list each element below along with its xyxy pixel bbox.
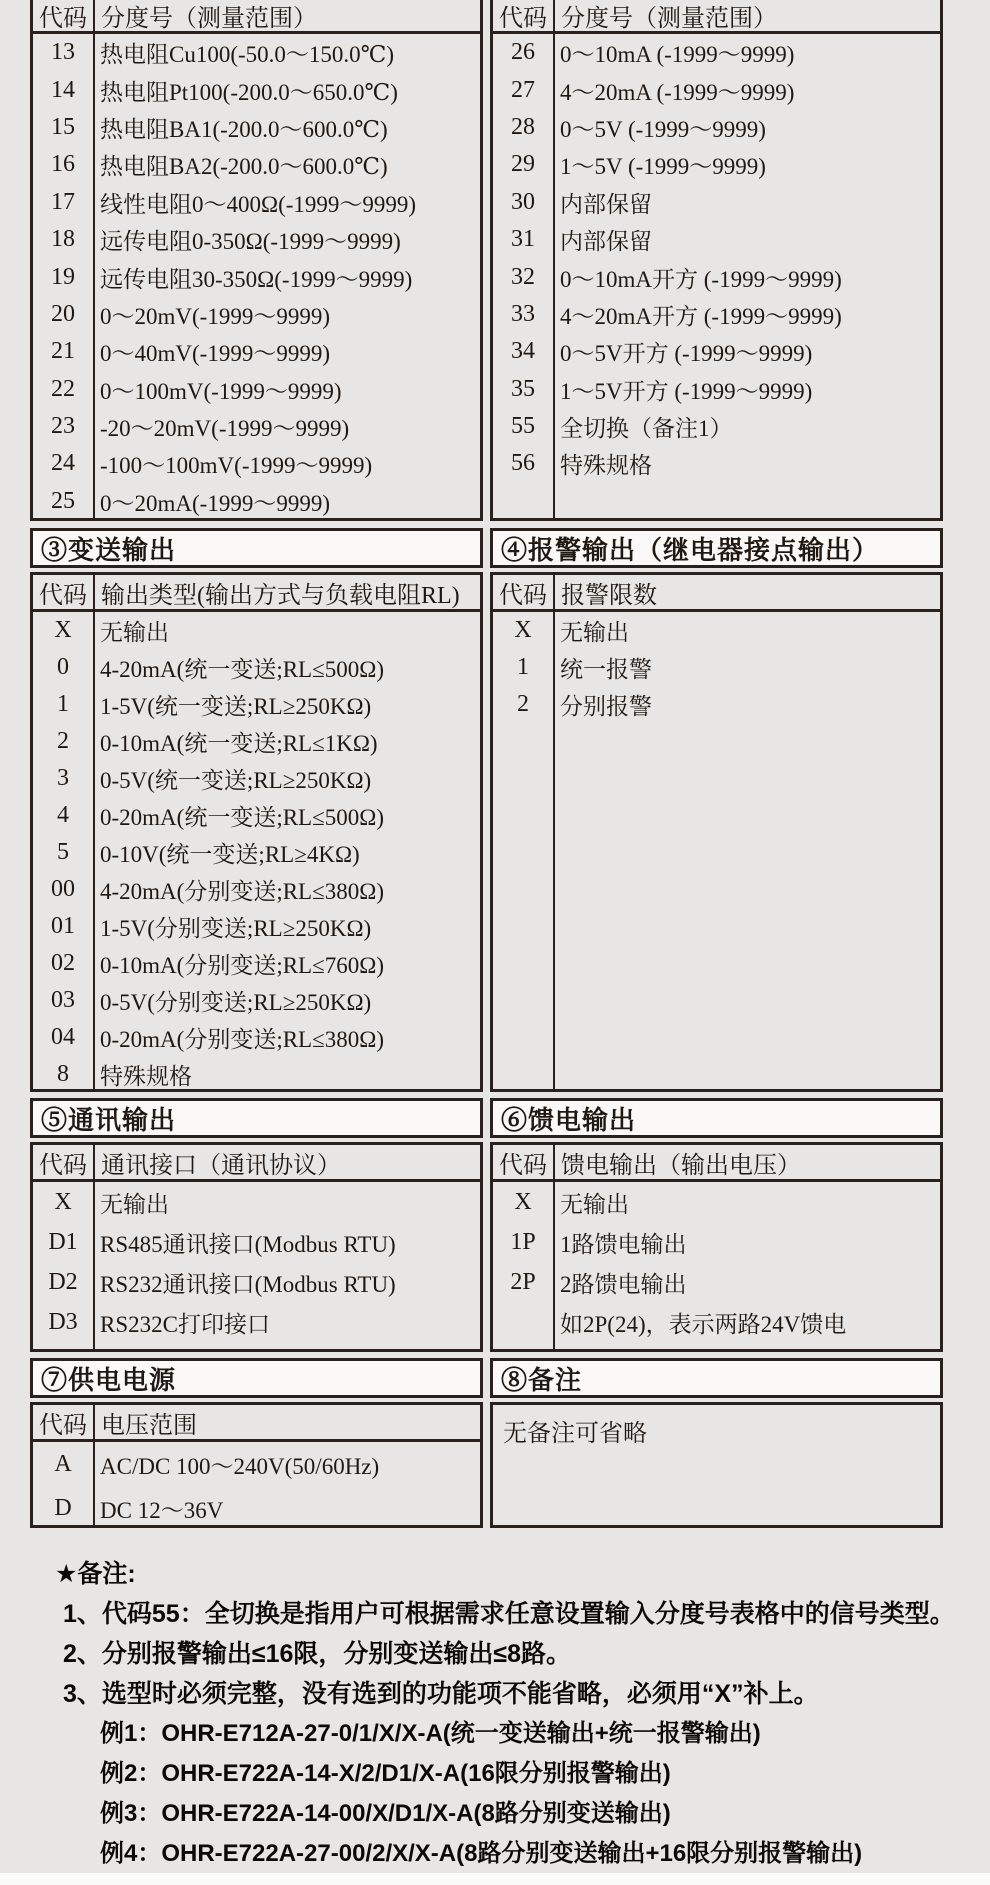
section-header-power-supply: ⑦供电电源 bbox=[30, 1358, 483, 1398]
desc-cell: 统一报警 bbox=[560, 657, 652, 682]
transmit-output-table bbox=[30, 572, 483, 1092]
table-row bbox=[33, 723, 480, 760]
code-cell: 3 bbox=[57, 765, 69, 791]
table-row bbox=[493, 408, 940, 445]
code-cell: 18 bbox=[51, 226, 75, 253]
desc-cell: 内部保留 bbox=[560, 191, 652, 217]
desc-cell: RS232C打印接口 bbox=[100, 1311, 270, 1337]
desc-cell: 4～20mA开方 (-1999～9999) bbox=[560, 303, 842, 329]
table-row bbox=[33, 1019, 480, 1056]
comm-feed-tables bbox=[30, 1142, 943, 1352]
code-cell: X bbox=[514, 617, 532, 643]
table-row bbox=[493, 1302, 940, 1342]
table-body bbox=[493, 1182, 940, 1342]
table-row bbox=[33, 1302, 480, 1342]
table-row bbox=[493, 71, 940, 108]
section-header-comm-output: ⑤通讯输出 bbox=[30, 1098, 483, 1138]
input-signal-table-right bbox=[490, 0, 943, 521]
code-cell: 15 bbox=[51, 113, 75, 140]
code-cell: 29 bbox=[511, 151, 535, 178]
desc-cell: 0-10mA(分别变送;RL≤760Ω) bbox=[100, 953, 384, 978]
code-cell: X bbox=[54, 1188, 72, 1215]
desc-cell: 0～5V开方 (-1999～9999) bbox=[560, 341, 813, 367]
table-row bbox=[33, 1222, 480, 1262]
ordering-example: 例2：OHR-E722A-14-X/2/D1/X-A(16限分别报警输出) bbox=[100, 1760, 671, 1787]
desc-cell: 1～5V开方 (-1999～9999) bbox=[560, 378, 813, 404]
feed-output-column-header: 馈电输出（输出电压） bbox=[561, 1152, 801, 1179]
code-cell: D2 bbox=[48, 1268, 78, 1295]
table-row bbox=[33, 1442, 480, 1486]
comm-output-table bbox=[30, 1142, 483, 1352]
code-cell: 32 bbox=[511, 263, 535, 290]
code-column-header: 代码 bbox=[39, 1412, 87, 1439]
voltage-range-column-header: 电压范围 bbox=[101, 1412, 197, 1439]
code-column-header: 代码 bbox=[499, 1152, 547, 1179]
code-column-header: 代码 bbox=[499, 6, 547, 32]
table-row bbox=[493, 371, 940, 408]
code-cell: 14 bbox=[51, 76, 75, 103]
table-row bbox=[493, 34, 940, 71]
code-column-header: 代码 bbox=[39, 1152, 87, 1179]
ordering-example: 例4：OHR-E722A-27-00/2/X/X-A(8路分别变送输出+16限分别报警输出) bbox=[100, 1840, 863, 1867]
power-remarks-tables bbox=[30, 1402, 943, 1528]
desc-cell: 0～40mV(-1999～9999) bbox=[100, 341, 330, 367]
desc-cell: 0-20mA(统一变送;RL≤500Ω) bbox=[100, 805, 384, 830]
desc-cell: 内部保留 bbox=[560, 229, 652, 255]
code-cell: 26 bbox=[511, 39, 535, 66]
code-cell: 00 bbox=[51, 876, 75, 902]
code-cell: 17 bbox=[51, 188, 75, 215]
table-row bbox=[33, 34, 480, 71]
table-row bbox=[33, 1262, 480, 1302]
table-row bbox=[33, 797, 480, 834]
power-remarks-band bbox=[30, 1358, 943, 1528]
desc-cell: 无输出 bbox=[100, 1191, 169, 1217]
desc-cell: 1～5V (-1999～9999) bbox=[560, 154, 766, 180]
code-cell: D1 bbox=[48, 1228, 78, 1255]
desc-cell: 全切换（备注1） bbox=[560, 416, 733, 442]
desc-cell: AC/DC 100～240V(50/60Hz) bbox=[100, 1453, 380, 1479]
code-cell: 4 bbox=[57, 802, 69, 828]
code-cell: 56 bbox=[511, 450, 535, 477]
desc-cell: DC 12～36V bbox=[100, 1497, 224, 1523]
code-cell: 20 bbox=[51, 300, 75, 327]
table-row bbox=[33, 1486, 480, 1528]
code-cell: 31 bbox=[511, 226, 535, 253]
desc-cell: 0-20mA(分别变送;RL≤380Ω) bbox=[100, 1027, 384, 1052]
table-body bbox=[33, 1182, 480, 1342]
table-row bbox=[33, 333, 480, 370]
code-cell: 04 bbox=[51, 1024, 75, 1050]
table-row bbox=[33, 908, 480, 945]
alarm-limit-column-header: 报警限数 bbox=[561, 582, 657, 609]
table-body bbox=[493, 34, 940, 483]
table-row bbox=[493, 445, 940, 482]
table-row bbox=[493, 184, 940, 221]
ordering-example: 例1：OHR-E712A-27-0/1/X/X-A(统一变送输出+统一报警输出) bbox=[100, 1720, 761, 1747]
code-cell: 2 bbox=[517, 691, 529, 717]
table-row bbox=[33, 184, 480, 221]
table-body bbox=[33, 34, 480, 520]
desc-cell: 远传电阻0-350Ω(-1999～9999) bbox=[100, 229, 401, 255]
output-type-column-header: 输出类型(输出方式与负载电阻RL) bbox=[101, 582, 460, 609]
comm-feed-band bbox=[30, 1098, 943, 1352]
table-row bbox=[33, 296, 480, 333]
code-cell: 19 bbox=[51, 263, 75, 290]
desc-cell: 特殊规格 bbox=[100, 1064, 192, 1089]
desc-cell: 0～10mA (-1999～9999) bbox=[560, 42, 795, 68]
table-row bbox=[33, 258, 480, 295]
code-cell: 35 bbox=[511, 375, 535, 402]
desc-cell: 0～10mA开方 (-1999～9999) bbox=[560, 266, 842, 292]
desc-cell: 远传电阻30-350Ω(-1999～9999) bbox=[100, 266, 413, 292]
table-row bbox=[493, 1182, 940, 1222]
code-cell: 1 bbox=[517, 654, 529, 680]
section-header-transmit-output: ③变送输出 bbox=[30, 528, 483, 568]
code-column-header: 代码 bbox=[39, 582, 87, 609]
desc-cell: 0～20mA(-1999～9999) bbox=[100, 490, 330, 516]
code-cell: 1P bbox=[510, 1228, 536, 1255]
remarks-body-text: 无备注可省略 bbox=[503, 1421, 647, 1447]
desc-cell: 无输出 bbox=[100, 620, 169, 645]
desc-cell: 无输出 bbox=[560, 1191, 629, 1217]
footnote-item: 3、选型时必须完整，没有选到的功能项不能省略，必须用“X”补上。 bbox=[63, 1680, 819, 1708]
desc-cell: 4～20mA (-1999～9999) bbox=[560, 79, 795, 105]
table-header-row bbox=[493, 1145, 940, 1182]
table-row bbox=[33, 1182, 480, 1222]
section-strips bbox=[30, 1358, 943, 1398]
table-row bbox=[33, 71, 480, 108]
comm-interface-column-header: 通讯接口（通讯协议） bbox=[101, 1152, 341, 1179]
code-cell: 1 bbox=[57, 691, 69, 717]
table-header-row bbox=[493, 0, 940, 34]
desc-cell: 0-10V(统一变送;RL≥4KΩ) bbox=[100, 842, 360, 867]
code-cell: 28 bbox=[511, 113, 535, 140]
table-row bbox=[33, 982, 480, 1019]
code-cell: 55 bbox=[511, 413, 535, 440]
ordering-example: 例3：OHR-E722A-14-00/X/D1/X-A(8路分别变送输出) bbox=[100, 1800, 671, 1827]
desc-cell: RS232通讯接口(Modbus RTU) bbox=[100, 1271, 396, 1297]
code-cell: 13 bbox=[51, 39, 75, 66]
footnote-item: 1、代码55：全切换是指用户可根据需求任意设置输入分度号表格中的信号类型。 bbox=[63, 1600, 955, 1628]
footnote-item: 2、分别报警输出≤16限，分别变送输出≤8路。 bbox=[63, 1640, 572, 1668]
code-cell: 8 bbox=[57, 1061, 69, 1087]
table-row bbox=[33, 871, 480, 908]
code-cell: 34 bbox=[511, 338, 535, 365]
desc-cell: 无输出 bbox=[560, 620, 629, 645]
table-row bbox=[493, 258, 940, 295]
desc-cell: 4-20mA(统一变送;RL≤500Ω) bbox=[100, 657, 384, 682]
table-row bbox=[493, 686, 940, 723]
code-cell: X bbox=[54, 617, 72, 643]
code-cell: 03 bbox=[51, 987, 75, 1013]
desc-cell: 0-5V(统一变送;RL≥250KΩ) bbox=[100, 768, 372, 793]
input-signal-table-left bbox=[30, 0, 483, 521]
table-row bbox=[493, 333, 940, 370]
code-cell: 21 bbox=[51, 338, 75, 365]
table-row bbox=[33, 146, 480, 183]
table-row bbox=[33, 760, 480, 797]
input-signal-band bbox=[30, 0, 943, 521]
table-header-row bbox=[493, 575, 940, 612]
code-cell: A bbox=[54, 1450, 72, 1477]
code-cell: D bbox=[54, 1494, 72, 1521]
input-signal-tables bbox=[30, 0, 943, 521]
desc-cell: 2路馈电输出 bbox=[560, 1271, 687, 1297]
table-row bbox=[33, 483, 480, 520]
alarm-output-table bbox=[490, 572, 943, 1092]
desc-cell: 如2P(24)，表示两路24V馈电 bbox=[560, 1311, 847, 1337]
footnotes-title: ★备注: bbox=[55, 1560, 136, 1588]
table-row bbox=[33, 408, 480, 445]
code-cell: X bbox=[514, 1188, 532, 1215]
code-cell: 30 bbox=[511, 188, 535, 215]
desc-cell: -100～100mV(-1999～9999) bbox=[100, 453, 373, 479]
code-cell: 0 bbox=[57, 654, 69, 680]
desc-cell: 热电阻BA2(-200.0～600.0℃) bbox=[100, 154, 388, 180]
code-cell: 16 bbox=[51, 151, 75, 178]
power-supply-table bbox=[30, 1402, 483, 1528]
section-header-remarks: ⑧备注 bbox=[490, 1358, 943, 1398]
table-row bbox=[493, 1222, 940, 1262]
code-column-header: 代码 bbox=[39, 6, 87, 32]
desc-cell: -20～20mV(-1999～9999) bbox=[100, 416, 350, 442]
code-cell: 5 bbox=[57, 839, 69, 865]
desc-cell: 热电阻BA1(-200.0～600.0℃) bbox=[100, 116, 388, 142]
desc-cell: 0～20mV(-1999～9999) bbox=[100, 303, 330, 329]
table-header-row bbox=[33, 1405, 480, 1442]
feed-output-table bbox=[490, 1142, 943, 1352]
table-row bbox=[33, 834, 480, 871]
section-strips bbox=[30, 528, 943, 568]
code-column-header: 代码 bbox=[499, 582, 547, 609]
table-row bbox=[33, 612, 480, 649]
bottom-page-strip bbox=[0, 1873, 990, 1885]
table-row bbox=[33, 686, 480, 723]
desc-cell: 1-5V(分别变送;RL≥250KΩ) bbox=[100, 916, 372, 941]
section-strips bbox=[30, 1098, 943, 1138]
code-cell: 02 bbox=[51, 950, 75, 976]
range-column-header: 分度号（测量范围） bbox=[101, 6, 317, 32]
ordering-examples bbox=[55, 1714, 943, 1874]
code-cell: 27 bbox=[511, 76, 535, 103]
desc-cell: 0～100mV(-1999～9999) bbox=[100, 378, 342, 404]
table-body bbox=[493, 612, 940, 723]
remarks-table bbox=[490, 1402, 943, 1528]
section-header-feed-output: ⑥馈电输出 bbox=[490, 1098, 943, 1138]
desc-cell: 特殊规格 bbox=[560, 453, 652, 479]
table-row bbox=[493, 1262, 940, 1302]
code-cell: 25 bbox=[51, 487, 75, 514]
code-cell: 22 bbox=[51, 375, 75, 402]
transmit-alarm-band bbox=[30, 528, 943, 1092]
table-header-row bbox=[33, 0, 480, 34]
table-row bbox=[33, 649, 480, 686]
table-row bbox=[493, 109, 940, 146]
desc-cell: 4-20mA(分别变送;RL≤380Ω) bbox=[100, 879, 384, 904]
desc-cell: 0～5V (-1999～9999) bbox=[560, 116, 766, 142]
desc-cell: 1-5V(统一变送;RL≥250KΩ) bbox=[100, 694, 372, 719]
code-cell: 01 bbox=[51, 913, 75, 939]
code-cell: D3 bbox=[48, 1308, 78, 1335]
transmit-alarm-tables bbox=[30, 572, 943, 1092]
table-body bbox=[33, 612, 480, 1092]
desc-cell: RS485通讯接口(Modbus RTU) bbox=[100, 1231, 396, 1257]
desc-cell: 热电阻Cu100(-50.0～150.0℃) bbox=[100, 42, 395, 68]
table-row bbox=[33, 221, 480, 258]
table-row bbox=[33, 945, 480, 982]
desc-cell: 分别报警 bbox=[560, 694, 652, 719]
table-row bbox=[493, 296, 940, 333]
desc-cell: 热电阻Pt100(-200.0～650.0℃) bbox=[100, 79, 398, 105]
table-row bbox=[493, 146, 940, 183]
desc-cell: 0-10mA(统一变送;RL≤1KΩ) bbox=[100, 731, 378, 756]
table-row bbox=[493, 221, 940, 258]
table-header-row bbox=[33, 575, 480, 612]
table-row bbox=[493, 649, 940, 686]
desc-cell: 1路馈电输出 bbox=[560, 1231, 687, 1257]
table-row bbox=[33, 445, 480, 482]
footnote-items bbox=[55, 1594, 955, 1714]
table-body bbox=[33, 1442, 480, 1528]
code-cell: 2 bbox=[57, 728, 69, 754]
table-header-row bbox=[33, 1145, 480, 1182]
code-cell: 24 bbox=[51, 450, 75, 477]
footnotes bbox=[30, 1554, 955, 1874]
desc-cell: 0-5V(分别变送;RL≥250KΩ) bbox=[100, 990, 372, 1015]
code-cell: 2P bbox=[510, 1268, 536, 1295]
desc-cell: 线性电阻0～400Ω(-1999～9999) bbox=[100, 191, 417, 217]
range-column-header: 分度号（测量范围） bbox=[561, 6, 777, 32]
section-header-alarm-output: ④报警输出（继电器接点输出） bbox=[490, 528, 943, 568]
table-row bbox=[33, 109, 480, 146]
table-row bbox=[493, 612, 940, 649]
table-row bbox=[33, 371, 480, 408]
code-cell: 23 bbox=[51, 413, 75, 440]
code-cell: 33 bbox=[511, 300, 535, 327]
table-row bbox=[33, 1056, 480, 1092]
